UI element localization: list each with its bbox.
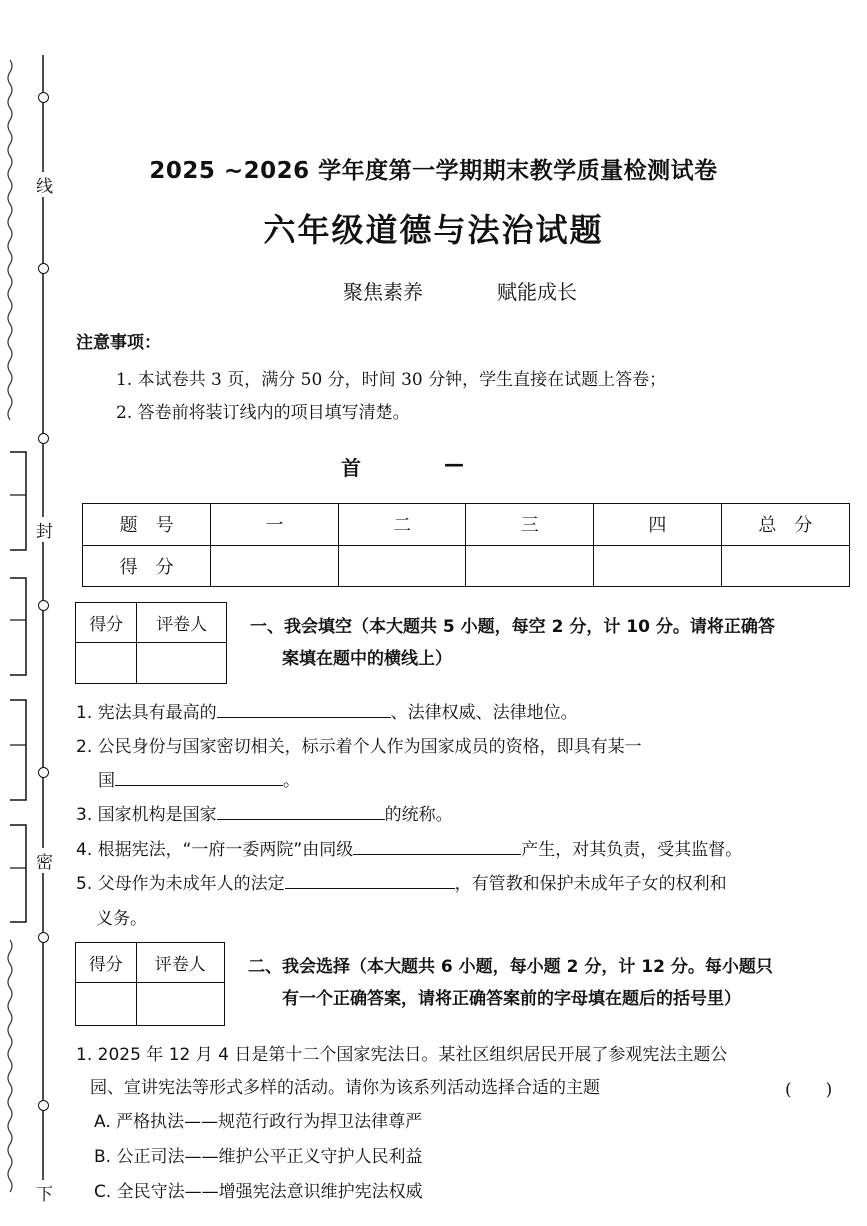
- exam-subtitle: 六年级道德与法治试题: [263, 211, 604, 249]
- answer-blank[interactable]: [115, 769, 283, 786]
- binding-label-feng: 封: [36, 517, 53, 542]
- middle-mark-right: —: [444, 452, 464, 476]
- answer-blank[interactable]: [217, 701, 391, 718]
- score-header-cell: 三: [466, 504, 594, 546]
- binding-label-xian: 线: [36, 172, 53, 197]
- binding-circle: [38, 433, 49, 444]
- fill-question-5-cont: 义务。: [96, 909, 147, 929]
- score-input-cell[interactable]: [721, 545, 849, 587]
- fill-question-5: 5. 父母作为未成年人的法定 ，有管教和保护未成年子女的权利和: [76, 874, 727, 894]
- grader-name-cell[interactable]: [136, 983, 224, 1026]
- binding-circle: [38, 600, 49, 611]
- binding-label-xia: 下: [36, 1180, 53, 1205]
- binding-circle: [38, 92, 49, 103]
- fill-question-1: 1. 宪法具有最高的 、法律权威、法律地位。: [76, 703, 578, 723]
- score-header-cell: 四: [594, 504, 722, 546]
- notes-heading: 注意事项：: [76, 333, 161, 353]
- choice-question-1-cont: 园、宣讲宪法等形式多样的活动。请你为该系列活动选择合适的主题: [90, 1078, 600, 1098]
- grader-name-label: 评卷人: [136, 943, 224, 983]
- section1-heading: 一、我会填空（本大题共 5 小题，每空 2 分，计 10 分。请将正确答: [250, 617, 775, 637]
- note-item: 1. 本试卷共 3 页，满分 50 分，时间 30 分钟，学生直接在试题上答卷；: [116, 370, 667, 390]
- choice-question-1: 1. 2025 年 12 月 4 日是第十二个国家宪法日。某社区组织居民开展了参观宪法主题公: [76, 1045, 728, 1065]
- fill-question-3: 3. 国家机构是国家 的统称。: [76, 805, 453, 825]
- binding-circle: [38, 1100, 49, 1111]
- answer-blank[interactable]: [217, 803, 385, 820]
- fill-question-4: 4. 根据宪法，“一府一委两院”由同级 产生，对其负责，受其监督。: [76, 840, 743, 860]
- section2-heading: 二、我会选择（本大题共 6 小题，每小题 2 分，计 12 分。每小题只: [248, 957, 773, 977]
- grader-box: [75, 602, 227, 684]
- score-row-label: 得 分: [83, 545, 211, 587]
- fill-question-2-cont: 国 。: [98, 771, 300, 791]
- middle-mark-left: 首: [341, 456, 361, 480]
- grader-name-cell[interactable]: [137, 643, 227, 684]
- section1-heading-cont: 案填在题中的横线上）: [282, 649, 452, 669]
- choice-option-c: C. 全民守法——增强宪法意识维护宪法权威: [94, 1182, 423, 1202]
- binding-circle: [38, 767, 49, 778]
- choice-option-a: A. 严格执法——规范行政行为捍卫法律尊严: [94, 1112, 423, 1132]
- exam-title: 2025 ~2026 学年度第一学期期末教学质量检测试卷: [149, 158, 718, 184]
- answer-parentheses[interactable]: ( ): [785, 1080, 833, 1100]
- score-input-cell[interactable]: [466, 545, 594, 587]
- score-header-cell: 一: [211, 504, 339, 546]
- grader-score-label: 得分: [76, 943, 137, 983]
- score-header-cell: 题 号: [83, 504, 211, 546]
- score-input-cell[interactable]: [338, 545, 466, 587]
- binding-circle: [38, 263, 49, 274]
- motto-left: 聚焦素养: [343, 280, 423, 304]
- score-header-cell: 总 分: [721, 504, 849, 546]
- section2-heading-cont: 有一个正确答案，请将正确答案前的字母填在题后的括号里）: [282, 989, 741, 1009]
- grader-name-label: 评卷人: [137, 603, 227, 643]
- grader-score-cell[interactable]: [76, 983, 137, 1026]
- score-table: [82, 503, 850, 587]
- answer-blank[interactable]: [285, 872, 455, 889]
- answer-blank[interactable]: [353, 838, 521, 855]
- fill-question-2: 2. 公民身份与国家密切相关，标示着个人作为国家成员的资格，即具有某一: [76, 737, 642, 757]
- binding-circle: [38, 932, 49, 943]
- grader-score-label: 得分: [76, 603, 137, 643]
- note-item: 2. 答卷前将装订线内的项目填写清楚。: [116, 403, 410, 423]
- motto-right: 赋能成长: [497, 280, 577, 304]
- score-input-cell[interactable]: [211, 545, 339, 587]
- grader-box: [75, 942, 225, 1026]
- score-input-cell[interactable]: [594, 545, 722, 587]
- grader-score-cell[interactable]: [76, 643, 137, 684]
- score-header-cell: 二: [338, 504, 466, 546]
- choice-option-b: B. 公正司法——维护公平正义守护人民利益: [94, 1147, 423, 1167]
- binding-label-mi: 密: [36, 848, 53, 873]
